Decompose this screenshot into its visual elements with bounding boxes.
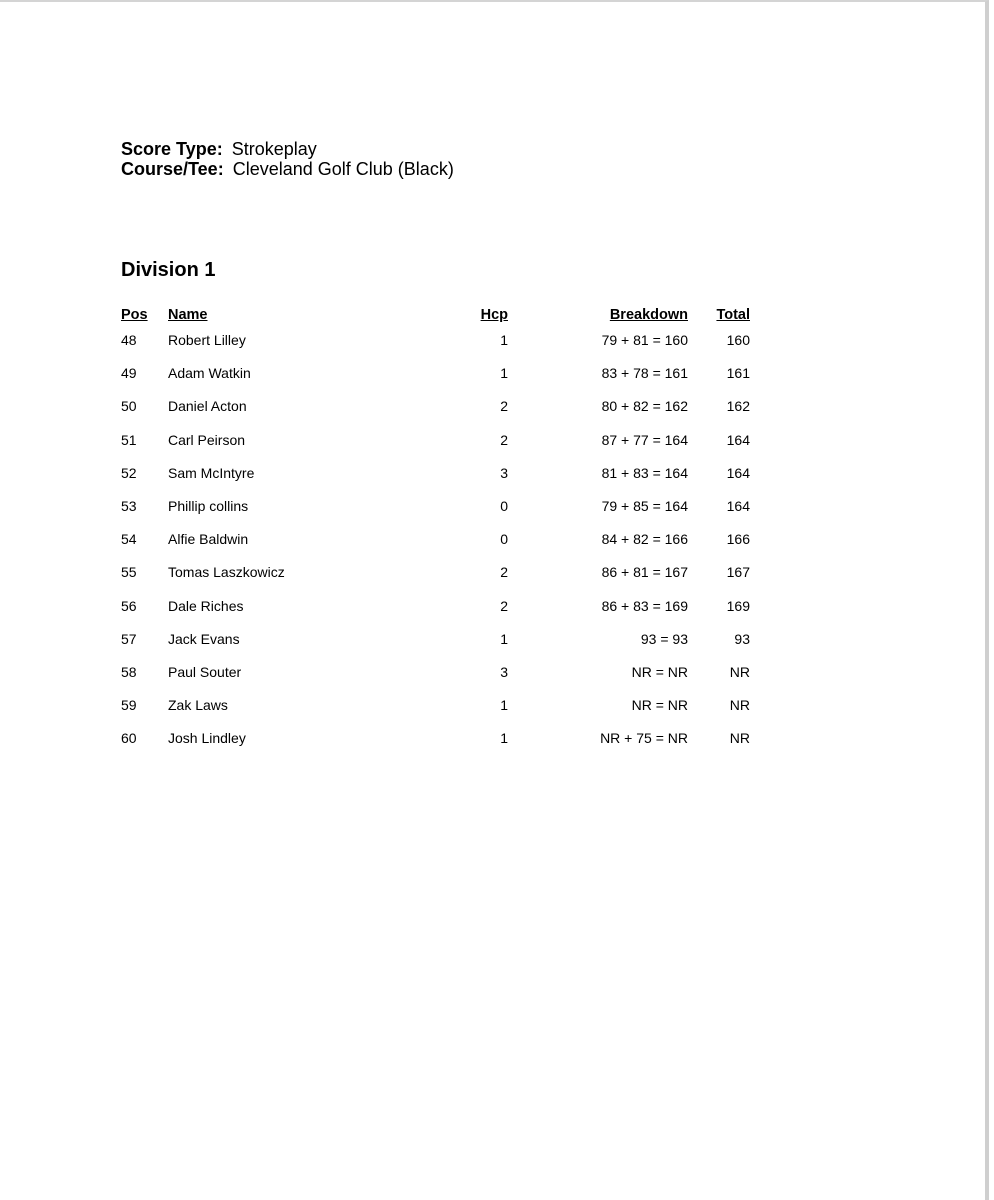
cell-pos: 55 xyxy=(121,564,137,581)
cell-total: 164 xyxy=(726,431,750,448)
cell-pos: 57 xyxy=(121,630,137,647)
cell-pos: 60 xyxy=(121,730,137,747)
cell-hcp: 0 xyxy=(500,497,508,514)
table-row xyxy=(121,631,761,664)
cell-hcp: 1 xyxy=(500,730,508,747)
cell-hcp: 1 xyxy=(500,630,508,647)
division-title: Division 1 xyxy=(121,259,216,281)
table-row xyxy=(121,564,761,597)
table-row xyxy=(121,465,761,498)
cell-total: 161 xyxy=(726,365,750,382)
cell-name: Jack Evans xyxy=(168,630,240,647)
table-row xyxy=(121,498,761,531)
cell-breakdown: 84 + 82 = 166 xyxy=(601,531,688,548)
cell-total: NR xyxy=(729,730,750,747)
course-tee-label: Course/Tee: xyxy=(121,159,224,179)
cell-breakdown: 80 + 82 = 162 xyxy=(601,398,688,415)
cell-hcp: 3 xyxy=(500,464,508,481)
cell-name: Josh Lindley xyxy=(168,730,246,747)
header-hcp: Hcp xyxy=(480,307,508,323)
cell-breakdown: 93 = 93 xyxy=(640,630,688,647)
cell-name: Zak Laws xyxy=(168,697,228,714)
cell-total: 164 xyxy=(726,464,750,481)
score-type-value: Strokeplay xyxy=(231,139,317,159)
cell-breakdown: NR = NR xyxy=(631,663,688,680)
course-tee-value: Cleveland Golf Club (Black) xyxy=(232,159,454,179)
cell-total: 93 xyxy=(734,630,750,647)
cell-hcp: 2 xyxy=(500,564,508,581)
cell-pos: 53 xyxy=(121,497,137,514)
cell-pos: 51 xyxy=(121,431,137,448)
cell-breakdown: 86 + 83 = 169 xyxy=(601,597,688,614)
header-name: Name xyxy=(168,307,208,323)
cell-name: Adam Watkin xyxy=(168,365,251,382)
table-row xyxy=(121,697,761,730)
score-details xyxy=(121,139,454,179)
cell-hcp: 1 xyxy=(500,365,508,382)
cell-total: NR xyxy=(729,663,750,680)
table-row xyxy=(121,365,761,398)
cell-hcp: 1 xyxy=(500,697,508,714)
results-table xyxy=(121,307,761,763)
header-total: Total xyxy=(716,307,750,323)
cell-pos: 59 xyxy=(121,697,137,714)
cell-hcp: 1 xyxy=(500,332,508,348)
cell-breakdown: NR + 75 = NR xyxy=(600,730,688,747)
table-row xyxy=(121,730,761,763)
cell-name: Alfie Baldwin xyxy=(168,531,249,548)
cell-pos: 49 xyxy=(121,365,137,382)
cell-name: Carl Peirson xyxy=(168,431,246,448)
cell-name: Daniel Acton xyxy=(168,398,247,415)
table-row xyxy=(121,531,761,564)
table-row xyxy=(121,598,761,631)
cell-pos: 54 xyxy=(121,531,137,548)
cell-total: 162 xyxy=(726,398,750,415)
cell-total: 160 xyxy=(726,332,750,348)
cell-total: NR xyxy=(729,697,750,714)
cell-pos: 48 xyxy=(121,332,137,348)
table-row xyxy=(121,432,761,465)
cell-breakdown: NR = NR xyxy=(631,697,688,714)
cell-hcp: 2 xyxy=(500,597,508,614)
cell-hcp: 0 xyxy=(500,531,508,548)
table-row xyxy=(121,332,761,365)
cell-name: Robert Lilley xyxy=(168,332,246,348)
table-header xyxy=(121,307,761,332)
cell-hcp: 2 xyxy=(500,431,508,448)
table-row xyxy=(121,664,761,697)
cell-breakdown: 87 + 77 = 164 xyxy=(601,431,688,448)
cell-hcp: 2 xyxy=(500,398,508,415)
cell-total: 166 xyxy=(726,531,750,548)
cell-pos: 50 xyxy=(121,398,137,415)
cell-total: 169 xyxy=(726,597,750,614)
cell-hcp: 3 xyxy=(500,663,508,680)
cell-name: Tomas Laszkowicz xyxy=(168,564,285,581)
cell-pos: 58 xyxy=(121,663,137,680)
cell-breakdown: 79 + 85 = 164 xyxy=(601,497,688,514)
cell-total: 167 xyxy=(726,564,750,581)
cell-name: Dale Riches xyxy=(168,597,244,614)
score-type-label: Score Type: xyxy=(121,139,223,159)
cell-name: Sam McIntyre xyxy=(168,464,255,481)
cell-breakdown: 79 + 81 = 160 xyxy=(601,332,688,348)
cell-name: Phillip collins xyxy=(168,497,249,514)
cell-breakdown: 83 + 78 = 161 xyxy=(601,365,688,382)
cell-pos: 56 xyxy=(121,597,137,614)
cell-pos: 52 xyxy=(121,464,137,481)
cell-name: Paul Souter xyxy=(168,663,242,680)
course-tee-row xyxy=(121,159,454,179)
cell-breakdown: 86 + 81 = 167 xyxy=(601,564,688,581)
score-type-row xyxy=(121,139,454,159)
cell-total: 164 xyxy=(726,497,750,514)
header-breakdown: Breakdown xyxy=(609,307,688,323)
table-row xyxy=(121,398,761,431)
cell-breakdown: 81 + 83 = 164 xyxy=(601,464,688,481)
header-pos: Pos xyxy=(121,307,148,323)
